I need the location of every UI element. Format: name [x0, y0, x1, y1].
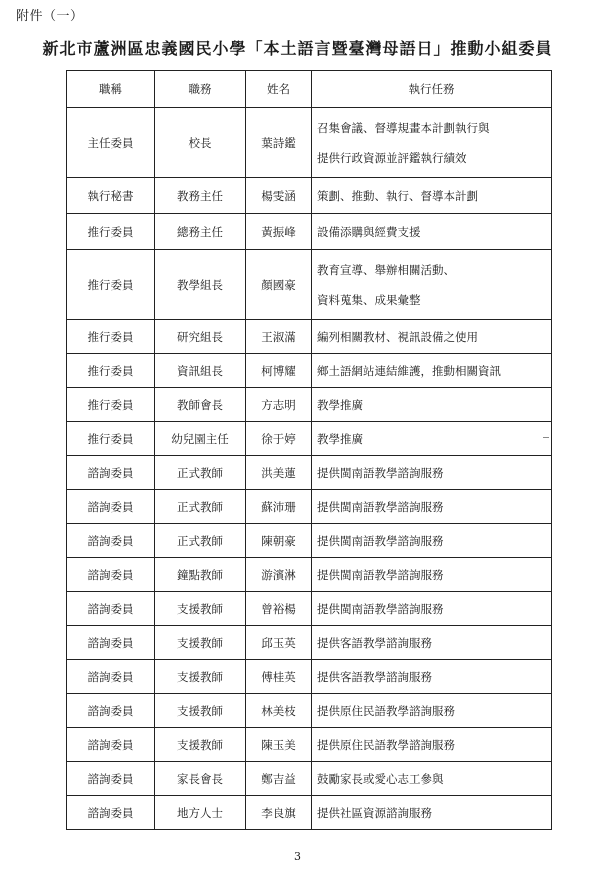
document-title: 新北市蘆洲區忠義國民小學「本土語言暨臺灣母語日」推動小組委員	[42, 39, 553, 58]
cell-role: 推行委員	[67, 214, 155, 250]
cell-task	[312, 490, 552, 524]
cell-task	[312, 108, 552, 178]
cell-role: 諮詢委員	[67, 796, 155, 830]
table-row	[67, 108, 552, 178]
cell-role: 諮詢委員	[67, 762, 155, 796]
header-role: 職稱	[67, 71, 155, 108]
cell-name: 陳玉美	[246, 728, 312, 762]
cell-name: 游濱淋	[246, 558, 312, 592]
cell-post: 家長會長	[155, 762, 246, 796]
scan-mark	[543, 437, 549, 438]
cell-post: 教師會長	[155, 388, 246, 422]
cell-role: 推行委員	[67, 250, 155, 320]
cell-role: 諮詢委員	[67, 626, 155, 660]
table-row	[67, 524, 552, 558]
cell-post: 總務主任	[155, 214, 246, 250]
cell-post: 正式教師	[155, 490, 246, 524]
table-row	[67, 250, 552, 320]
cell-name: 鄭吉益	[246, 762, 312, 796]
cell-task	[312, 694, 552, 728]
cell-post: 教學組長	[155, 250, 246, 320]
task-line: 提供原住民語教學諮詢服務	[317, 703, 455, 718]
header-name: 姓名	[246, 71, 312, 108]
table-header-row	[67, 71, 552, 108]
cell-task	[312, 214, 552, 250]
task-line: 教育宣導、舉辦相關活動、	[317, 262, 455, 277]
page-number: 3	[294, 850, 301, 863]
cell-role: 推行委員	[67, 320, 155, 354]
task-line: 提供閩南語教學諮詢服務	[317, 533, 444, 548]
cell-name: 邱玉英	[246, 626, 312, 660]
cell-post: 幼兒園主任	[155, 422, 246, 456]
cell-post: 支援教師	[155, 728, 246, 762]
cell-role: 諮詢委員	[67, 490, 155, 524]
cell-task	[312, 178, 552, 214]
cell-role: 諮詢委員	[67, 694, 155, 728]
table-row	[67, 388, 552, 422]
cell-task	[312, 388, 552, 422]
task-line: 提供行政資源並評鑑執行績效	[317, 150, 467, 165]
cell-post: 正式教師	[155, 524, 246, 558]
task-line: 鄉土語網站連結維護，推動相關資訊	[317, 363, 501, 378]
table-body	[67, 108, 552, 830]
cell-name: 陳朝豪	[246, 524, 312, 558]
cell-role: 諮詢委員	[67, 524, 155, 558]
cell-post: 研究組長	[155, 320, 246, 354]
cell-name: 李良旗	[246, 796, 312, 830]
cell-post: 資訊組長	[155, 354, 246, 388]
cell-task	[312, 592, 552, 626]
cell-name: 黃振峰	[246, 214, 312, 250]
cell-role: 諮詢委員	[67, 558, 155, 592]
task-line: 教學推廣	[317, 431, 363, 446]
task-line: 提供客語教學諮詢服務	[317, 669, 432, 684]
cell-name: 楊雯涵	[246, 178, 312, 214]
table-row	[67, 490, 552, 524]
cell-task	[312, 796, 552, 830]
cell-task	[312, 626, 552, 660]
cell-role: 推行委員	[67, 422, 155, 456]
cell-role: 主任委員	[67, 108, 155, 178]
cell-name: 傅桂英	[246, 660, 312, 694]
cell-task	[312, 250, 552, 320]
task-line: 提供閩南語教學諮詢服務	[317, 567, 444, 582]
task-line: 召集會議、督導規畫本計劃執行與	[317, 120, 490, 135]
table-row	[67, 214, 552, 250]
cell-name: 王淑滿	[246, 320, 312, 354]
cell-task	[312, 456, 552, 490]
cell-post: 支援教師	[155, 694, 246, 728]
cell-task	[312, 728, 552, 762]
cell-role: 推行委員	[67, 388, 155, 422]
cell-name: 曾裕楊	[246, 592, 312, 626]
task-line: 資料蒐集、成果彙整	[317, 292, 421, 307]
task-line: 提供閩南語教學諮詢服務	[317, 601, 444, 616]
cell-role: 諮詢委員	[67, 660, 155, 694]
task-line: 提供閩南語教學諮詢服務	[317, 499, 444, 514]
table-row	[67, 592, 552, 626]
task-line: 提供客語教學諮詢服務	[317, 635, 432, 650]
task-line: 編列相關教材、視訊設備之使用	[317, 329, 478, 344]
cell-name: 顏國豪	[246, 250, 312, 320]
cell-task	[312, 660, 552, 694]
cell-post: 支援教師	[155, 660, 246, 694]
cell-task	[312, 524, 552, 558]
cell-task	[312, 762, 552, 796]
task-line: 設備添購與經費支援	[317, 224, 421, 239]
cell-task	[312, 558, 552, 592]
cell-role: 執行秘書	[67, 178, 155, 214]
cell-name: 柯博耀	[246, 354, 312, 388]
cell-post: 地方人士	[155, 796, 246, 830]
table-row	[67, 558, 552, 592]
table-row	[67, 456, 552, 490]
cell-name: 洪美蓮	[246, 456, 312, 490]
table-row	[67, 626, 552, 660]
table-row	[67, 178, 552, 214]
cell-post: 支援教師	[155, 626, 246, 660]
cell-role: 諮詢委員	[67, 728, 155, 762]
cell-task	[312, 422, 552, 456]
table-row	[67, 422, 552, 456]
cell-post: 支援教師	[155, 592, 246, 626]
task-line: 鼓勵家長或愛心志工參與	[317, 771, 444, 786]
task-line: 策劃、推動、執行、督導本計劃	[317, 188, 478, 203]
table-row	[67, 354, 552, 388]
committee-table	[66, 70, 552, 830]
task-line: 提供原住民語教學諮詢服務	[317, 737, 455, 752]
cell-name: 林美枝	[246, 694, 312, 728]
cell-post: 鐘點教師	[155, 558, 246, 592]
cell-role: 諮詢委員	[67, 592, 155, 626]
table-row	[67, 728, 552, 762]
task-line: 提供社區資源諮詢服務	[317, 805, 432, 820]
attachment-label: 附件（一）	[16, 9, 84, 24]
cell-name: 蘇沛珊	[246, 490, 312, 524]
task-line: 提供閩南語教學諮詢服務	[317, 465, 444, 480]
cell-role: 推行委員	[67, 354, 155, 388]
cell-post: 教務主任	[155, 178, 246, 214]
cell-name: 葉詩鑑	[246, 108, 312, 178]
cell-name: 徐于婷	[246, 422, 312, 456]
header-post: 職務	[155, 71, 246, 108]
table-row	[67, 320, 552, 354]
table-row	[67, 762, 552, 796]
cell-name: 方志明	[246, 388, 312, 422]
table-row	[67, 660, 552, 694]
cell-post: 校長	[155, 108, 246, 178]
cell-task	[312, 354, 552, 388]
cell-role: 諮詢委員	[67, 456, 155, 490]
header-task: 執行任務	[312, 71, 552, 108]
cell-task	[312, 320, 552, 354]
table-row	[67, 796, 552, 830]
cell-post: 正式教師	[155, 456, 246, 490]
table-row	[67, 694, 552, 728]
task-line: 教學推廣	[317, 397, 363, 412]
